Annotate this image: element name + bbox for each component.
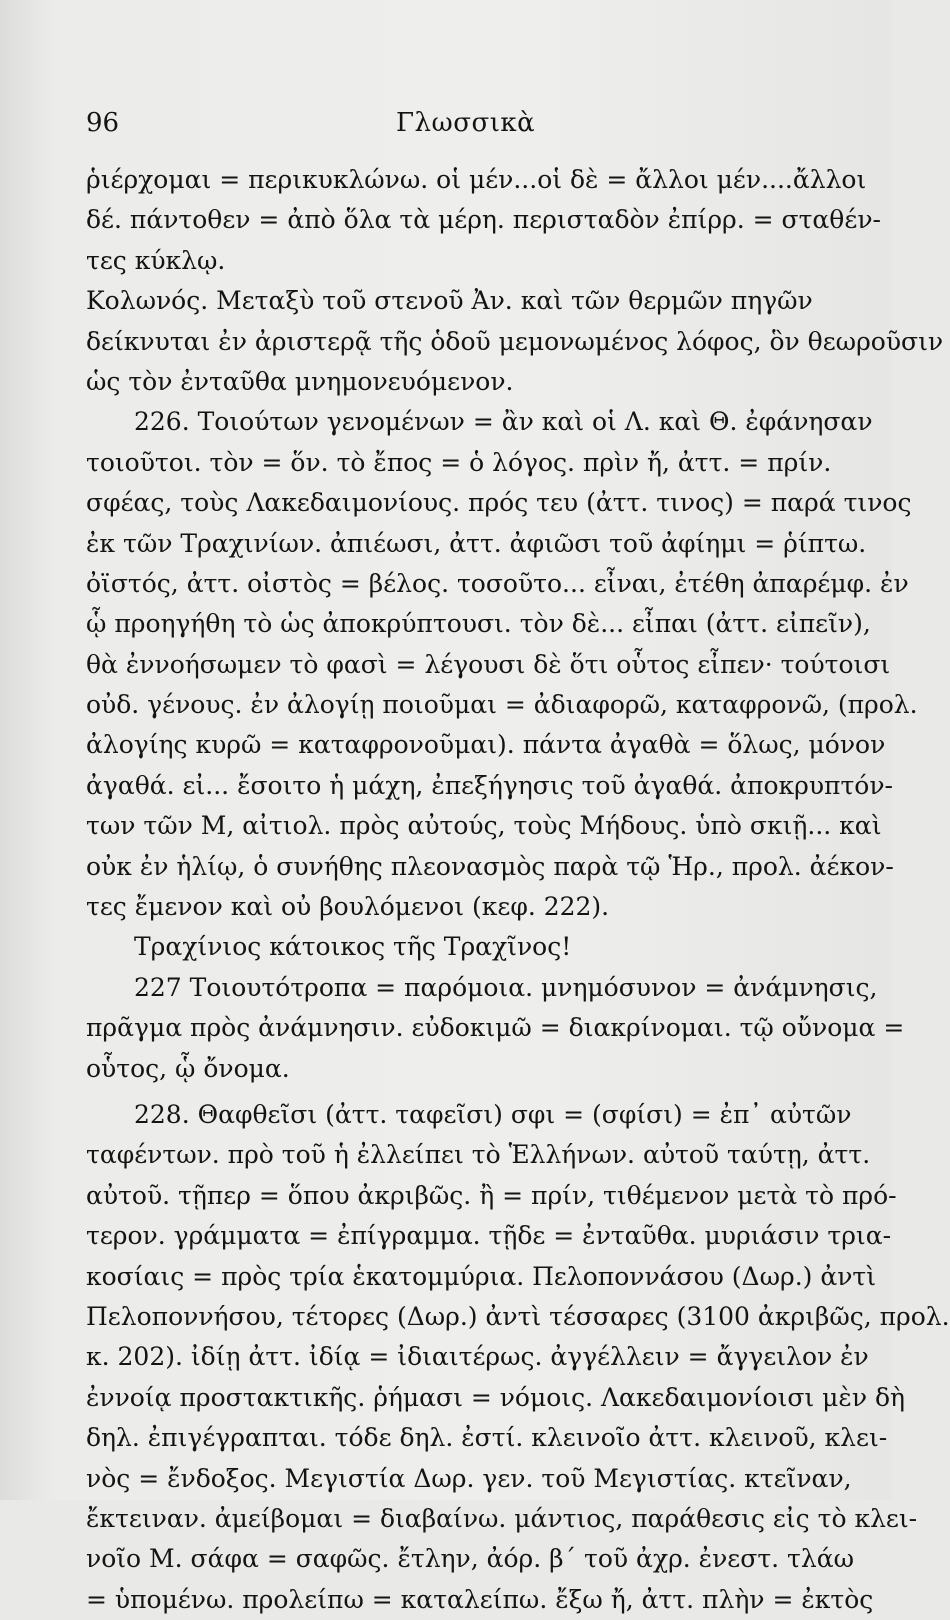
text-line: οὐδ. γένους. ἐν ἀλογίῃ ποιοῦμαι = ἀδιαφορῶ, καταφρονῶ, (προλ. — [86, 690, 918, 720]
text-line: ὀϊστός, ἀττ. οἰστὸς = βέλος. τοσοῦτο... εἶναι, ἐτέθη ἀπαρέμφ. ἐν — [86, 568, 909, 598]
text-line: ἐκ τῶν Τραχινίων. ἀπιέωσι, ἀττ. ἀφιῶσι τοῦ ἀφίημι = ῥίπτω. — [86, 528, 867, 558]
text-line: Πελοποννήσου, τέτορες (Δωρ.) ἀντὶ τέσσαρες (3100 ἀκριβῶς, προλ. — [86, 1301, 950, 1331]
text-line: ταφέντων. πρὸ τοῦ ἡ ἐλλείπει τὸ Ἑλλήνων. αὐτοῦ ταύτῃ, ἀττ. — [86, 1140, 871, 1170]
text-line: των τῶν Μ, αἰτιολ. πρὸς αὐτούς, τοὺς Μήδους. ὑπὸ σκιῇ... καὶ — [86, 811, 882, 841]
text-line: Κολωνός. Μεταξὺ τοῦ στενοῦ Ἀν. καὶ τῶν θερμῶν πηγῶν — [86, 286, 813, 316]
text-line: δείκνυται ἐν ἀριστερᾷ τῆς ὁδοῦ μεμονωμένος λόφος, ὃν θεωροῦσιν — [86, 326, 944, 356]
text-line: νοῖο Μ. σάφα = σαφῶς. ἔτλην, ἀόρ. β΄ τοῦ ἀχρ. ἐνεστ. τλάω — [86, 1544, 854, 1574]
text-line: δηλ. ἐπιγέγραπται. τόδε δηλ. ἐστί. κλεινοῖο ἀττ. κλεινοῦ, κλει- — [86, 1423, 888, 1453]
text-line: νὸς = ἔνδοξος. Μεγιστία Δωρ. γεν. τοῦ Μεγιστίας. κτεῖναν, — [86, 1463, 852, 1493]
text-line: Τραχίνιος κάτοικος τῆς Τραχῖνος! — [134, 932, 572, 962]
commentary-text — [86, 160, 950, 1620]
page-number: 96 — [86, 108, 120, 138]
text-line: σφέας, τοὺς Λακεδαιμονίους. πρός τευ (ἀττ. τινος) = παρά τινος — [86, 488, 912, 518]
text-line: οὐκ ἐν ἡλίῳ, ὁ συνήθης πλεονασμὸς παρὰ τῷ Ἡρ., προλ. ἀέκον- — [86, 851, 894, 881]
text-line: ῥιέρχομαι = περικυκλώνω. οἱ μέν...οἱ δὲ = ἄλλοι μέν....ἄλλοι — [86, 165, 867, 194]
text-line: κ. 202). ἰδίῃ ἀττ. ἰδίᾳ = ἰδιαιτέρως. ἀγγέλλειν = ἄγγειλον ἐν — [86, 1342, 869, 1372]
text-line: 226. Τοιούτων γενομένων = ἂν καὶ οἱ Λ. καὶ Θ. ἐφάνησαν — [134, 407, 873, 437]
text-line: δέ. πάντοθεν = ἀπὸ ὅλα τὰ μέρη. περισταδὸν ἐπίρρ. = σταθέν- — [86, 205, 881, 235]
text-line: ἀλογίης κυρῶ = καταφρονοῦμαι). πάντα ἀγαθὰ = ὅλως, μόνον — [86, 730, 886, 760]
text-line: θὰ ἐννοήσωμεν τὸ φασὶ = λέγουσι δὲ ὅτι οὗτος εἶπεν· τούτοισι — [86, 649, 891, 679]
text-line: = ὑπομένω. προλείπω = καταλείπω. ἔξω ἤ, ἀττ. πλὴν = ἐκτὸς — [86, 1584, 874, 1614]
page-header — [86, 108, 846, 142]
text-line: τοιοῦτοι. τὸν = ὅν. τὸ ἔπος = ὁ λόγος. πρὶν ἤ, ἀττ. = πρίν. — [86, 447, 832, 477]
text-line: ἀγαθά. εἰ... ἔσοιτο ἡ μάχη, ἐπεξήγησις τοῦ ἀγαθά. ἀποκρυπτόν- — [86, 770, 893, 800]
text-line: 227 Τοιουτότροπα = παρόμοια. μνημόσυνον = ἀνάμνησις, — [134, 972, 878, 1002]
text-line: τερον. γράμματα = ἐπίγραμμα. τῇδε = ἐνταῦθα. μυριάσιν τρια- — [86, 1221, 892, 1251]
text-line: κοσίαις = πρὸς τρία ἑκατομμύρια. Πελοποννάσου (Δωρ.) ἀντὶ — [86, 1261, 877, 1291]
text-line: ὡς τὸν ἐνταῦθα μνημονευόμενον. — [86, 366, 514, 396]
text-line: ᾧ προηγήθη τὸ ὡς ἀποκρύπτουσι. τὸν δὲ... εἶπαι (ἀττ. εἰπεῖν), — [86, 609, 871, 639]
text-line: τες ἔμενον καὶ οὐ βουλόμενοι (κεφ. 222). — [86, 892, 610, 922]
text-line: τες κύκλῳ. — [86, 245, 226, 275]
text-line: ἐννοίᾳ προστακτικῆς. ῥήμασι = νόμοις. Λακεδαιμονίοισι μὲν δὴ — [86, 1382, 906, 1412]
text-line: οὗτος, ᾧ ὄνομα. — [86, 1053, 290, 1083]
text-line: πρᾶγμα πρὸς ἀνάμνησιν. εὐδοκιμῶ = διακρίνομαι. τῷ οὔνομα = — [86, 1013, 905, 1043]
text-line: αὐτοῦ. τῇπερ = ὅπου ἀκριβῶς. ἢ = πρίν, τιθέμενον μετὰ τὸ πρό- — [86, 1180, 897, 1210]
text-line: 228. Θαφθεῖσι (ἀττ. ταφεῖσι) σφι = (σφίσι) = ἐπ᾽ αὐτῶν — [134, 1099, 852, 1129]
running-title: Γλωσσικὰ — [396, 108, 536, 138]
text-line: ἔκτειναν. ἀμείβομαι = διαβαίνω. μάντιος, παράθεσις εἰς τὸ κλει- — [86, 1503, 918, 1533]
